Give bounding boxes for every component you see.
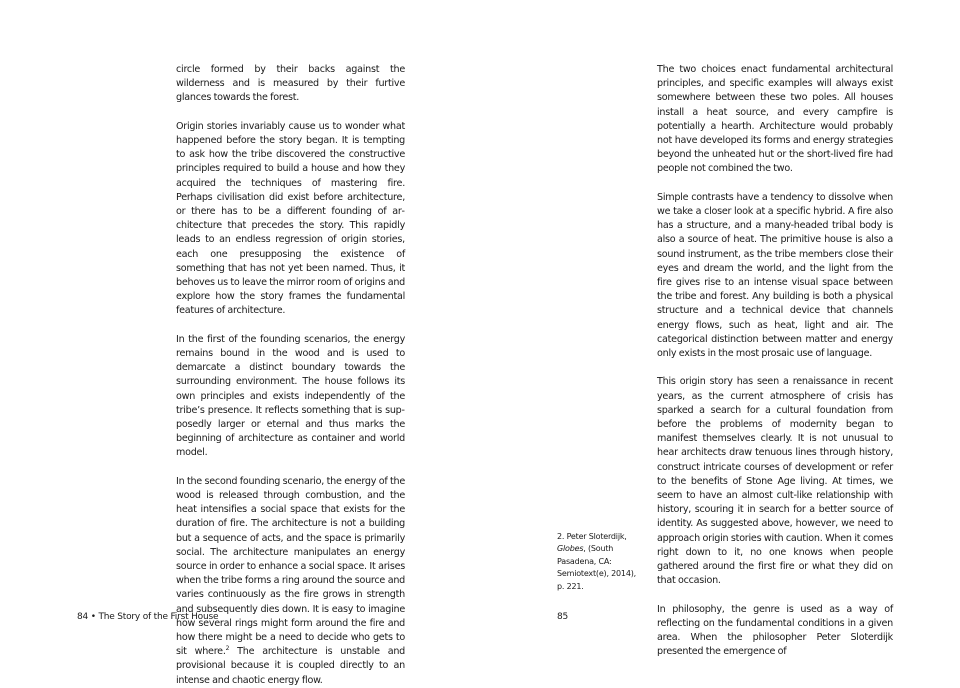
paragraph: The two choices enact fundamental architectural principles, and specific examples will always exist somewhere between these two poles. All houses install a heat source, and every campfire is potentially a hearth. Architecture would probably not have developed its forms and energy strategies beyond the unheated hut or the short-lived fire had people not combined the two. [657, 64, 893, 175]
footnote-title: Globes [557, 544, 584, 554]
right-page-folio: 85 [557, 612, 569, 622]
left-text-column [176, 63, 405, 688]
paragraph: In the first of the founding scenarios, the energy remains bound in the wood and is used to demarcate a distinct boundary towards the surrounding environment. The house follows its own principles and exists independently of the tribe’s presence. It reflects something that is supposedly larger or eternal and thus marks the beginning of architecture as container and world model. [176, 333, 405, 459]
footnote [557, 531, 645, 593]
paragraph: This origin story has seen a renaissance in recent years, as the current atmosphere of crisis has sparked a search for a cultural foundation from before the problems of modernity began to manifest themselves clearly. It is not unusual to hear architects draw tenuous lines through history, construct intricate courses of development or refer to the benefits of Stone Age living. At times, we seem to have an almost cult-like relationship with history, scouring it in search for a better source of identity. As suggested above, however, we need to approach origin stories with caution. When it comes right down to it, no one knows when people gathered around the first fire or what they did on that occasion. [657, 376, 893, 587]
footnote-citation: , (South Pasadena, CA: Semiotext(e), 2014), p. 221. [557, 544, 636, 591]
paragraph: In philosophy, the genre is used as a way of reflecting on the fundamental conditions in a given area. When the philosopher Peter Sloterdijk presented the emergence of [657, 603, 893, 658]
right-page [480, 0, 960, 667]
footnote-author: 2. Peter Sloterdijk, [557, 532, 627, 541]
left-page [0, 0, 480, 686]
paragraph-text-tail: The architecture is unstable and provisional because it is coupled directly to an intense and chaotic energy flow. [176, 646, 405, 686]
paragraph-with-footnote [176, 475, 405, 688]
paragraph: circle formed by their backs against the wilderness and is measured by their furtive glances towards the forest. [176, 64, 405, 104]
footnote-reference[interactable]: 2 [225, 645, 230, 653]
paragraph: Simple contrasts have a tendency to dissolve when we take a closer look at a specific hybrid. A fire also has a structure, and a many-headed tribal body is also a source of heat. The primitive house is also a sound instrument, as the tribe members close their eyes and dream the world, and the light from the fire gives rise to an intense visual space between the tribe and forest. Any building is both a physical structure and a technical device that channels energy flows, such as heat, light and air. The categorical distinction between matter and energy only exists in the most prosaic use of language. [657, 191, 893, 360]
right-text-column [657, 63, 893, 659]
left-page-folio: 84 • The Story of the First House [77, 612, 219, 622]
paragraph: Origin stories invariably cause us to wonder what happened before the story began. It is tempting to ask how the tribe discovered the constructive principles required to build a house and how they acquired the techniques of mastering fire. Perhaps civilisation did exist before architecture, or there has to be a different founding of architecture that precedes the story. This rapidly leads to an endless regression of origin stories, each one presupposing the existence of something that has not yet been named. Thus, it behoves us to leave the mirror room of origins and explore how the story frames the fundamental features of architecture. [176, 120, 406, 317]
paragraph-text: In the second founding scenario, the energy of the wood is released through combustion, and the heat intensifies a social space that exists for the duration of fire. The architecture is not a building but a sequence of acts, and the space is primarily social. The architecture manipulates an energy source in order to enhance a social space. It arises when the tribe forms a ring around the source and varies continuously as the fire grows in strength and subsequently dies down. It is easy to imagine how several rings might form around the fire and how there might be a need to decide who gets to sit where. [176, 475, 405, 658]
